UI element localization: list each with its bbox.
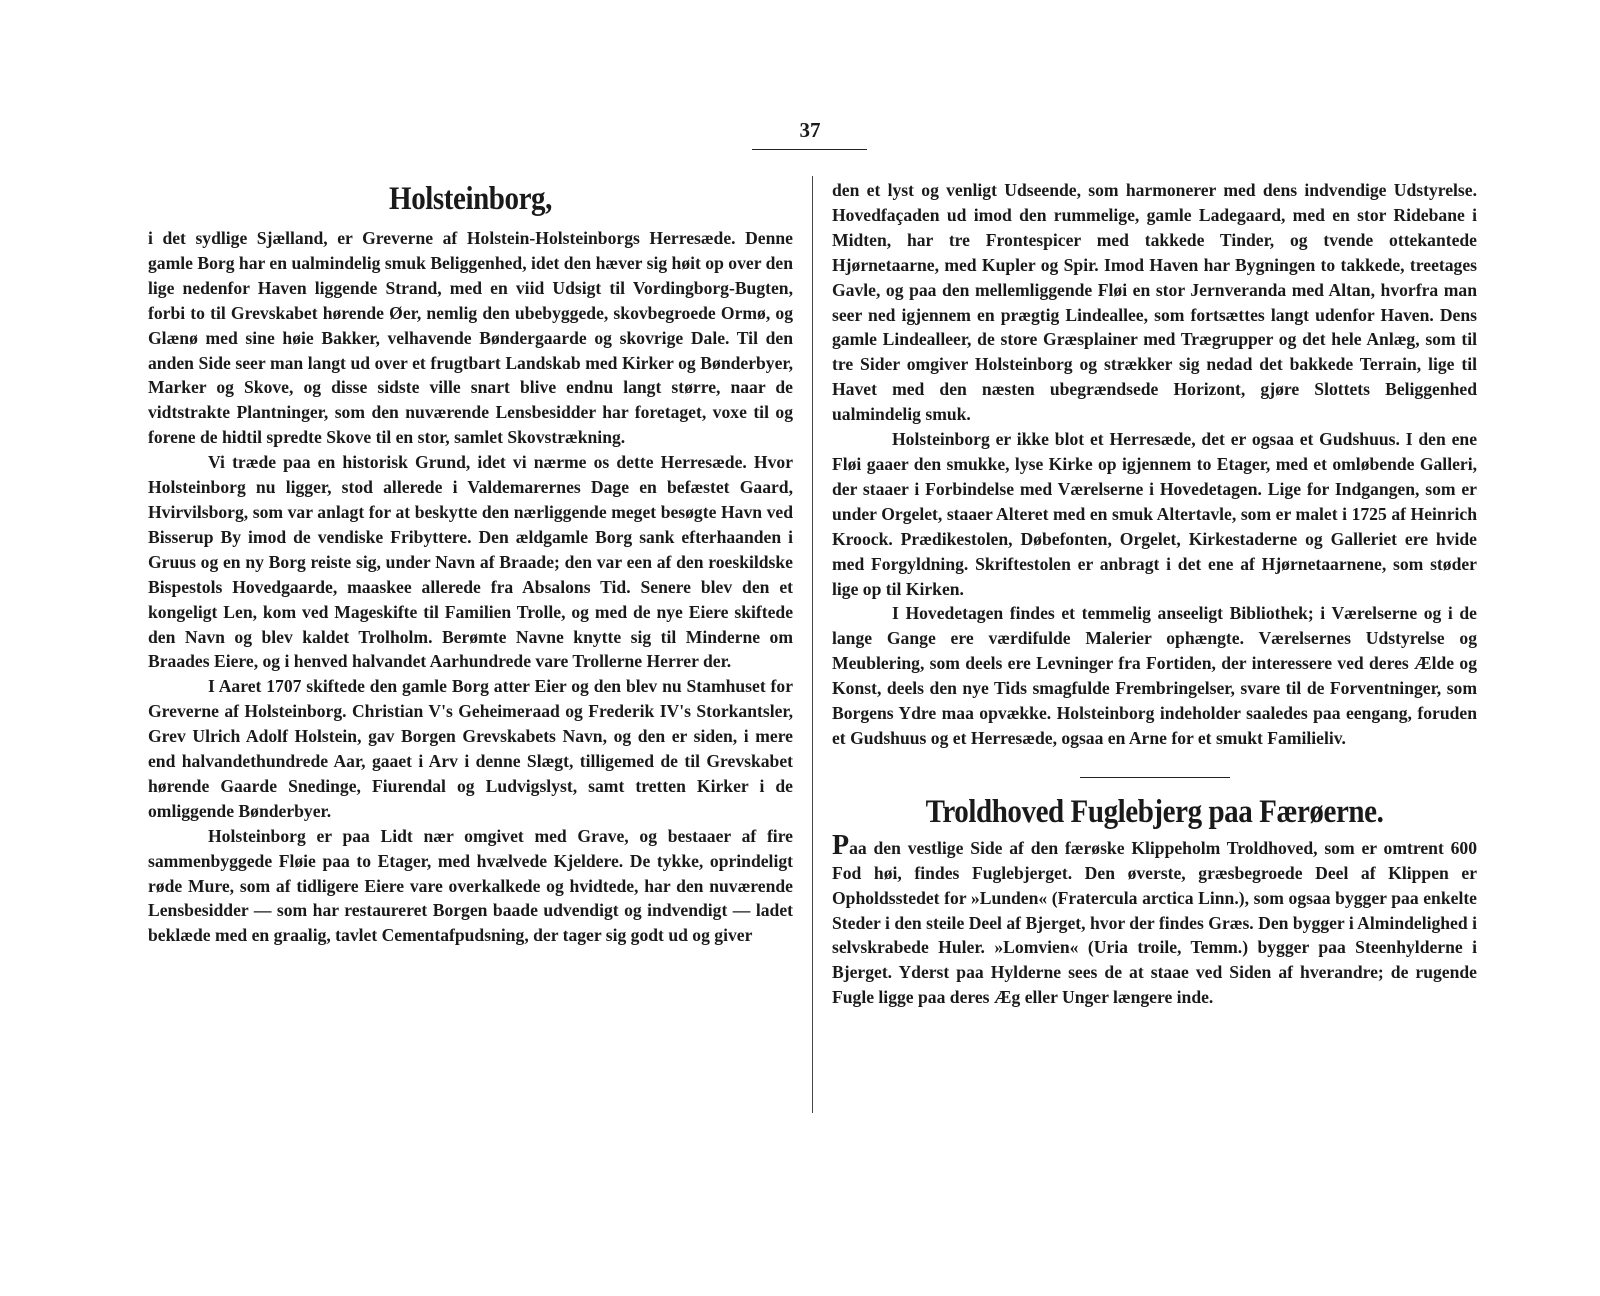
left-paragraph-4: Holsteinborg er paa Lidt nær omgivet med Grave, og bestaaer af fire sammenbyggede Fløie paa to Etager, med hvælvede Kjeldere. De tykke, oprindeligt røde Mure, som af tidligere Eiere vare overkalkede og hvidtede, har den nuværende Lensbesidder — som har restaureret Borgen baade udvendigt og indvendigt — ladet beklæde med en graalig, tavlet Cementafpudsning, der tager sig godt ud og giver: [148, 825, 793, 946]
right-paragraph-3: I Hovedetagen findes et temmelig anseeligt Bibliothek; i Værelserne og i de lange Gange ere værdifulde Malerier ophængte. Værelsernes Udstyrelse og Meublering, som deels ere Levninger fra Fortiden, der interessere ved deres Ælde og Konst, deels den nye Tids smagfulde Frembringelser, svare til de Forventninger, som Borgens Ydre maa opvække. Holsteinborg indeholder saaledes paa eengang, foruden et Gudshuus og et Herresæde, ogsaa en Arne for et smukt Familieliv.: [832, 603, 1477, 748]
right-paragraph-4-text: aa den vestlige Side af den færøske Klippeholm Troldhoved, som er omtrent 600 Fod høi, findes Fuglebjerget. Den øverste, græsbegroede Deel af Klippen er Opholdsstedet for »Lunden« (Fratercula arctica Linn.), som ogsaa bygger paa enkelte Steder i den steile Deel af Bjerget, hvor der findes Græs. Den bygger i Almindelighed i selvskrabede Huler. »Lomvien« (Uria troile, Temm.) bygger paa Steenhylderne i Bjerget. Yderst paa Hylderne sees de at staae ved Siden af hverandre; de rugende Fugle ligge paa deres Æg eller Unger længere inde.: [832, 837, 1477, 1008]
section-divider: [1080, 777, 1230, 778]
holsteinborg-title: Holsteinborg,: [389, 181, 552, 217]
right-column: [832, 178, 1477, 1010]
left-paragraph-2: Vi træde paa en historisk Grund, idet vi nærme os dette Herresæde. Hvor Holsteinborg nu ligger, stod allerede i Valdemarernes Dage en befæstet Gaard, Hvirvilsborg, som var anlagt for at beskytte den nærliggende meget besøgte Havn ved Bisserup By imod de vendiske Fribyttere. Den ældgamle Borg sank efterhaanden i Gruus og en ny Borg reiste sig, under Navn af Braade; den var een af den roeskildske Bispestols Hovedgaarde, maaskee allerede fra Absalons Tid. Senere blev den et kongeligt Len, kom ved Mageskifte til Familien Trolle, og med de nye Eiere skiftede den Navn og blev kaldet Trolholm. Berømte Navne knytte sig til Minderne om Braades Eiere, og i henved halvandet Aarhundrede vare Trollerne Herrer der.: [148, 452, 793, 672]
column-rule: [812, 176, 813, 1113]
drop-cap: P: [832, 829, 850, 861]
page-number: 37: [799, 118, 821, 142]
left-paragraph-1: i det sydlige Sjælland, er Greverne af Holstein-Holsteinborgs Herresæde. Denne gamle Borg har en ualmindelig smuk Beliggenhed, idet den hæver sig høit op over den lige nedenfor Haven liggende Strand, med en viid Udsigt til Vordingborg-Bugten, forbi to til Grevskabet hørende Øer, nemlig den ubebyggede, skovbegroede Ormø, og Glænø med sine høie Bakker, velhavende Bøndergaarde og skovrige Dale. Til den anden Side seer man langt ud over et frugtbart Landskab med Kirker og Bønderbyer, Marker og Skove, og disse sidste ville snart blive endnu langt større, naar de vidtstrakte Plantninger, som den nuværende Lensbesidder har foretaget, voxe til og forene de hidtil spredte Skove til en stor, samlet Skovstrækning.: [148, 228, 793, 448]
page-number-rule: [752, 149, 867, 150]
left-paragraph-3: I Aaret 1707 skiftede den gamle Borg atter Eier og den blev nu Stamhuset for Greverne af Holsteinborg. Christian V's Geheimeraad og Frederik IV's Storkantsler, Grev Ulrich Adolf Holstein, gav Borgen Grevskabets Navn, og den er siden, i mere end halvandethundrede Aar, gaaet i Arv i denne Slægt, tilligemed de til Grevskabet hørende Gaarde Snedinge, Fiurendal og Ludvigslyst, samt tretten Kirker i de omliggende Bønderbyer.: [148, 676, 793, 821]
right-paragraph-2: Holsteinborg er ikke blot et Herresæde, det er ogsaa et Gudshuus. I den ene Fløi gaaer den smukke, lyse Kirke op igjennem to Etager, med et omløbende Galleri, der staaer i Forbindelse med Værelserne i Hovedetagen. Lige for Indgangen, som er under Orgelet, staaer Alteret med en smuk Altertavle, som er malet i 1725 af Heinrich Kroock. Prædikestolen, Døbefonten, Orgelet, Kirkestaderne og Galleriet ere hvide med Forgyldning. Skriftestolen er anbragt i det ene af Hjørnetaarnene, som støder lige op til Kirken.: [832, 429, 1477, 599]
left-column: [148, 176, 793, 948]
right-paragraph-4: [832, 829, 1477, 1010]
right-paragraph-1: den et lyst og venligt Udseende, som harmonerer med dens indvendige Udstyrelse. Hovedfaçaden ud imod den rummelige, gamle Ladegaard, med en stor Ridebane i Midten, har tre Frontespicer med takkede Tinder, og tvende ottekantede Hjørnetaarne, med Kupler og Spir. Imod Haven har Bygningen to takkede, treetages Gavle, og paa den mellemliggende Fløi en stor Jernveranda med Altan, hvorfra man seer ned igjennem en prægtig Lindeallee, som fortsættes langt udenfor Haven. Dens gamle Lindealleer, de store Græsplainer med Trægrupper og det hele Anlæg, som til tre Sider omgiver Holsteinborg og strækker sig nedad det bakkede Terrain, lige til Havet med den næsten ubegrændsede Horizont, gjøre Slottets Beliggenhed ualmindelig smuk.: [832, 180, 1477, 425]
troldhoved-title: Troldhoved Fuglebjerg paa Færøerne.: [925, 793, 1384, 830]
